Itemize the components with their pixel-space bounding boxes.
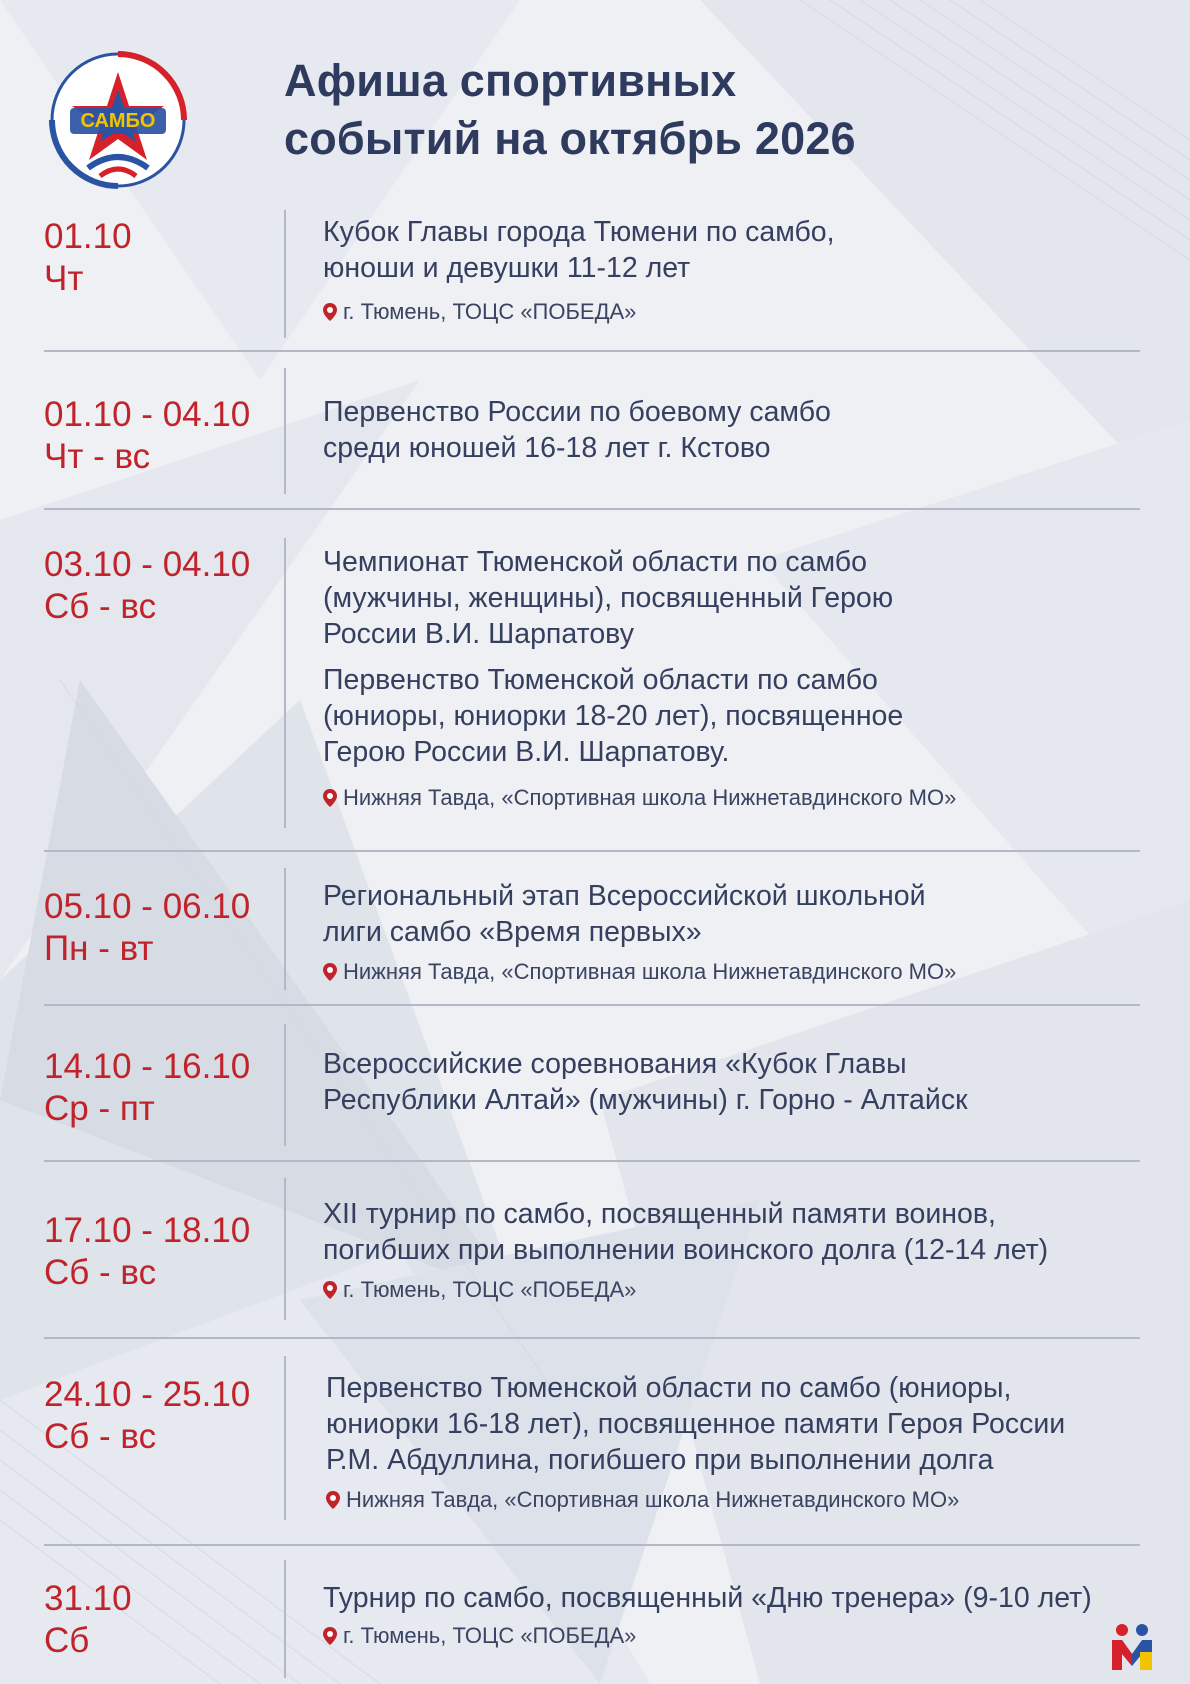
event-location-text: г. Тюмень, ТОЦС «ПОБЕДА» [343, 1623, 637, 1648]
event-title: Первенство Тюменской области по самбо (юниоры, юниорки 16-18 лет), посвященное памяти Героя России Р.М. Абдуллина, погибшего при выполнении долга [326, 1372, 1066, 1476]
event-content [323, 394, 831, 466]
event-content [323, 1580, 1092, 1650]
location-pin-icon [323, 303, 337, 321]
event-title: Первенство России по боевому самбо среди юношей 16-18 лет г. Кстово [323, 396, 831, 464]
event-title: Региональный этап Всероссийской школьной лиги самбо «Время первых» [323, 880, 926, 948]
event-date [44, 1210, 250, 1294]
event-title: Первенство Тюменской области по самбо (юниоры, юниорки 18-20 лет), посвященное Герою России В.И. Шарпатову. [323, 664, 904, 768]
location-pin-icon [323, 963, 337, 981]
event-title: Кубок Главы города Тюмени по самбо, юноши и девушки 11-12 лет [323, 216, 835, 284]
event-weekday: Сб - вс [44, 1253, 157, 1292]
event-location [323, 1276, 1048, 1304]
event-location-text: г. Тюмень, ТОЦС «ПОБЕДА» [343, 1277, 637, 1302]
event-location-text: Нижняя Тавда, «Спортивная школа Нижнетавдинского МО» [343, 959, 957, 984]
event-location [323, 784, 956, 812]
event-date-range: 31.10 [44, 1579, 132, 1618]
event-divider-vertical [284, 368, 286, 494]
event-location-text: Нижняя Тавда, «Спортивная школа Нижнетавдинского МО» [346, 1487, 960, 1512]
event-date-range: 03.10 - 04.10 [44, 545, 251, 584]
event-weekday: Сб - вс [44, 1417, 157, 1456]
location-pin-icon [323, 789, 337, 807]
event-divider-vertical [284, 1560, 286, 1678]
event-weekday: Сб - вс [44, 587, 157, 626]
event-weekday: Чт - вс [44, 437, 151, 476]
event-date-range: 05.10 - 06.10 [44, 887, 251, 926]
event-date-range: 14.10 - 16.10 [44, 1047, 251, 1086]
event-date [44, 1046, 250, 1130]
event-date [44, 216, 132, 300]
partner-logo-icon [1110, 1622, 1154, 1672]
event-date-range: 01.10 [44, 217, 132, 256]
event-content [323, 544, 956, 812]
event-location [323, 298, 835, 326]
page-title-line: событий на октябрь 2026 [284, 113, 856, 164]
event-weekday: Пн - вт [44, 929, 154, 968]
event-content [326, 1370, 1065, 1514]
event-divider-vertical [284, 1356, 286, 1520]
event-content [323, 878, 956, 986]
event-separator [44, 1004, 1140, 1006]
event-divider-vertical [284, 1024, 286, 1146]
event-date-range: 24.10 - 25.10 [44, 1375, 251, 1414]
event-divider-vertical [284, 1178, 286, 1320]
event-separator [44, 350, 1140, 352]
event-title: Чемпионат Тюменской области по самбо (мужчины, женщины), посвященный Герою России В.И. Шарпатову [323, 546, 894, 650]
event-title: Всероссийские соревнования «Кубок Главы Республики Алтай» (мужчины) г. Горно - Алтайск [323, 1048, 968, 1116]
event-location [326, 1486, 1065, 1514]
event-location-text: г. Тюмень, ТОЦС «ПОБЕДА» [343, 299, 637, 324]
location-pin-icon [323, 1627, 337, 1645]
event-weekday: Ср - пт [44, 1089, 155, 1128]
event-divider-vertical [284, 210, 286, 338]
event-date [44, 886, 250, 970]
event-date [44, 1578, 132, 1662]
event-separator [44, 850, 1140, 852]
event-content [323, 1046, 968, 1118]
event-content [323, 214, 835, 326]
event-date-range: 17.10 - 18.10 [44, 1211, 251, 1250]
event-separator [44, 1160, 1140, 1162]
sambo-federation-logo [48, 50, 188, 190]
event-title: XII турнир по самбо, посвященный памяти воинов, погибших при выполнении воинского долга (12-14 лет) [323, 1198, 1049, 1266]
page-title-line: Афиша спортивных [284, 55, 737, 106]
svg-text:САМБО: САМБО [80, 110, 156, 132]
event-title: Турнир по самбо, посвященный «Дню тренера» (9-10 лет) [323, 1582, 1092, 1614]
event-weekday: Чт [44, 259, 84, 298]
page-title [284, 52, 856, 168]
event-divider-vertical [284, 868, 286, 990]
event-divider-vertical [284, 538, 286, 828]
event-location [323, 1622, 1092, 1650]
event-weekday: Сб [44, 1621, 90, 1660]
event-location [323, 958, 956, 986]
event-location-text: Нижняя Тавда, «Спортивная школа Нижнетавдинского МО» [343, 785, 957, 810]
event-date-range: 01.10 - 04.10 [44, 395, 251, 434]
event-date [44, 394, 250, 478]
event-content [323, 1196, 1048, 1304]
location-pin-icon [326, 1491, 340, 1509]
event-date [44, 1374, 250, 1458]
event-separator [44, 1337, 1140, 1339]
location-pin-icon [323, 1281, 337, 1299]
event-separator [44, 1544, 1140, 1546]
event-separator [44, 508, 1140, 510]
event-date [44, 544, 250, 628]
